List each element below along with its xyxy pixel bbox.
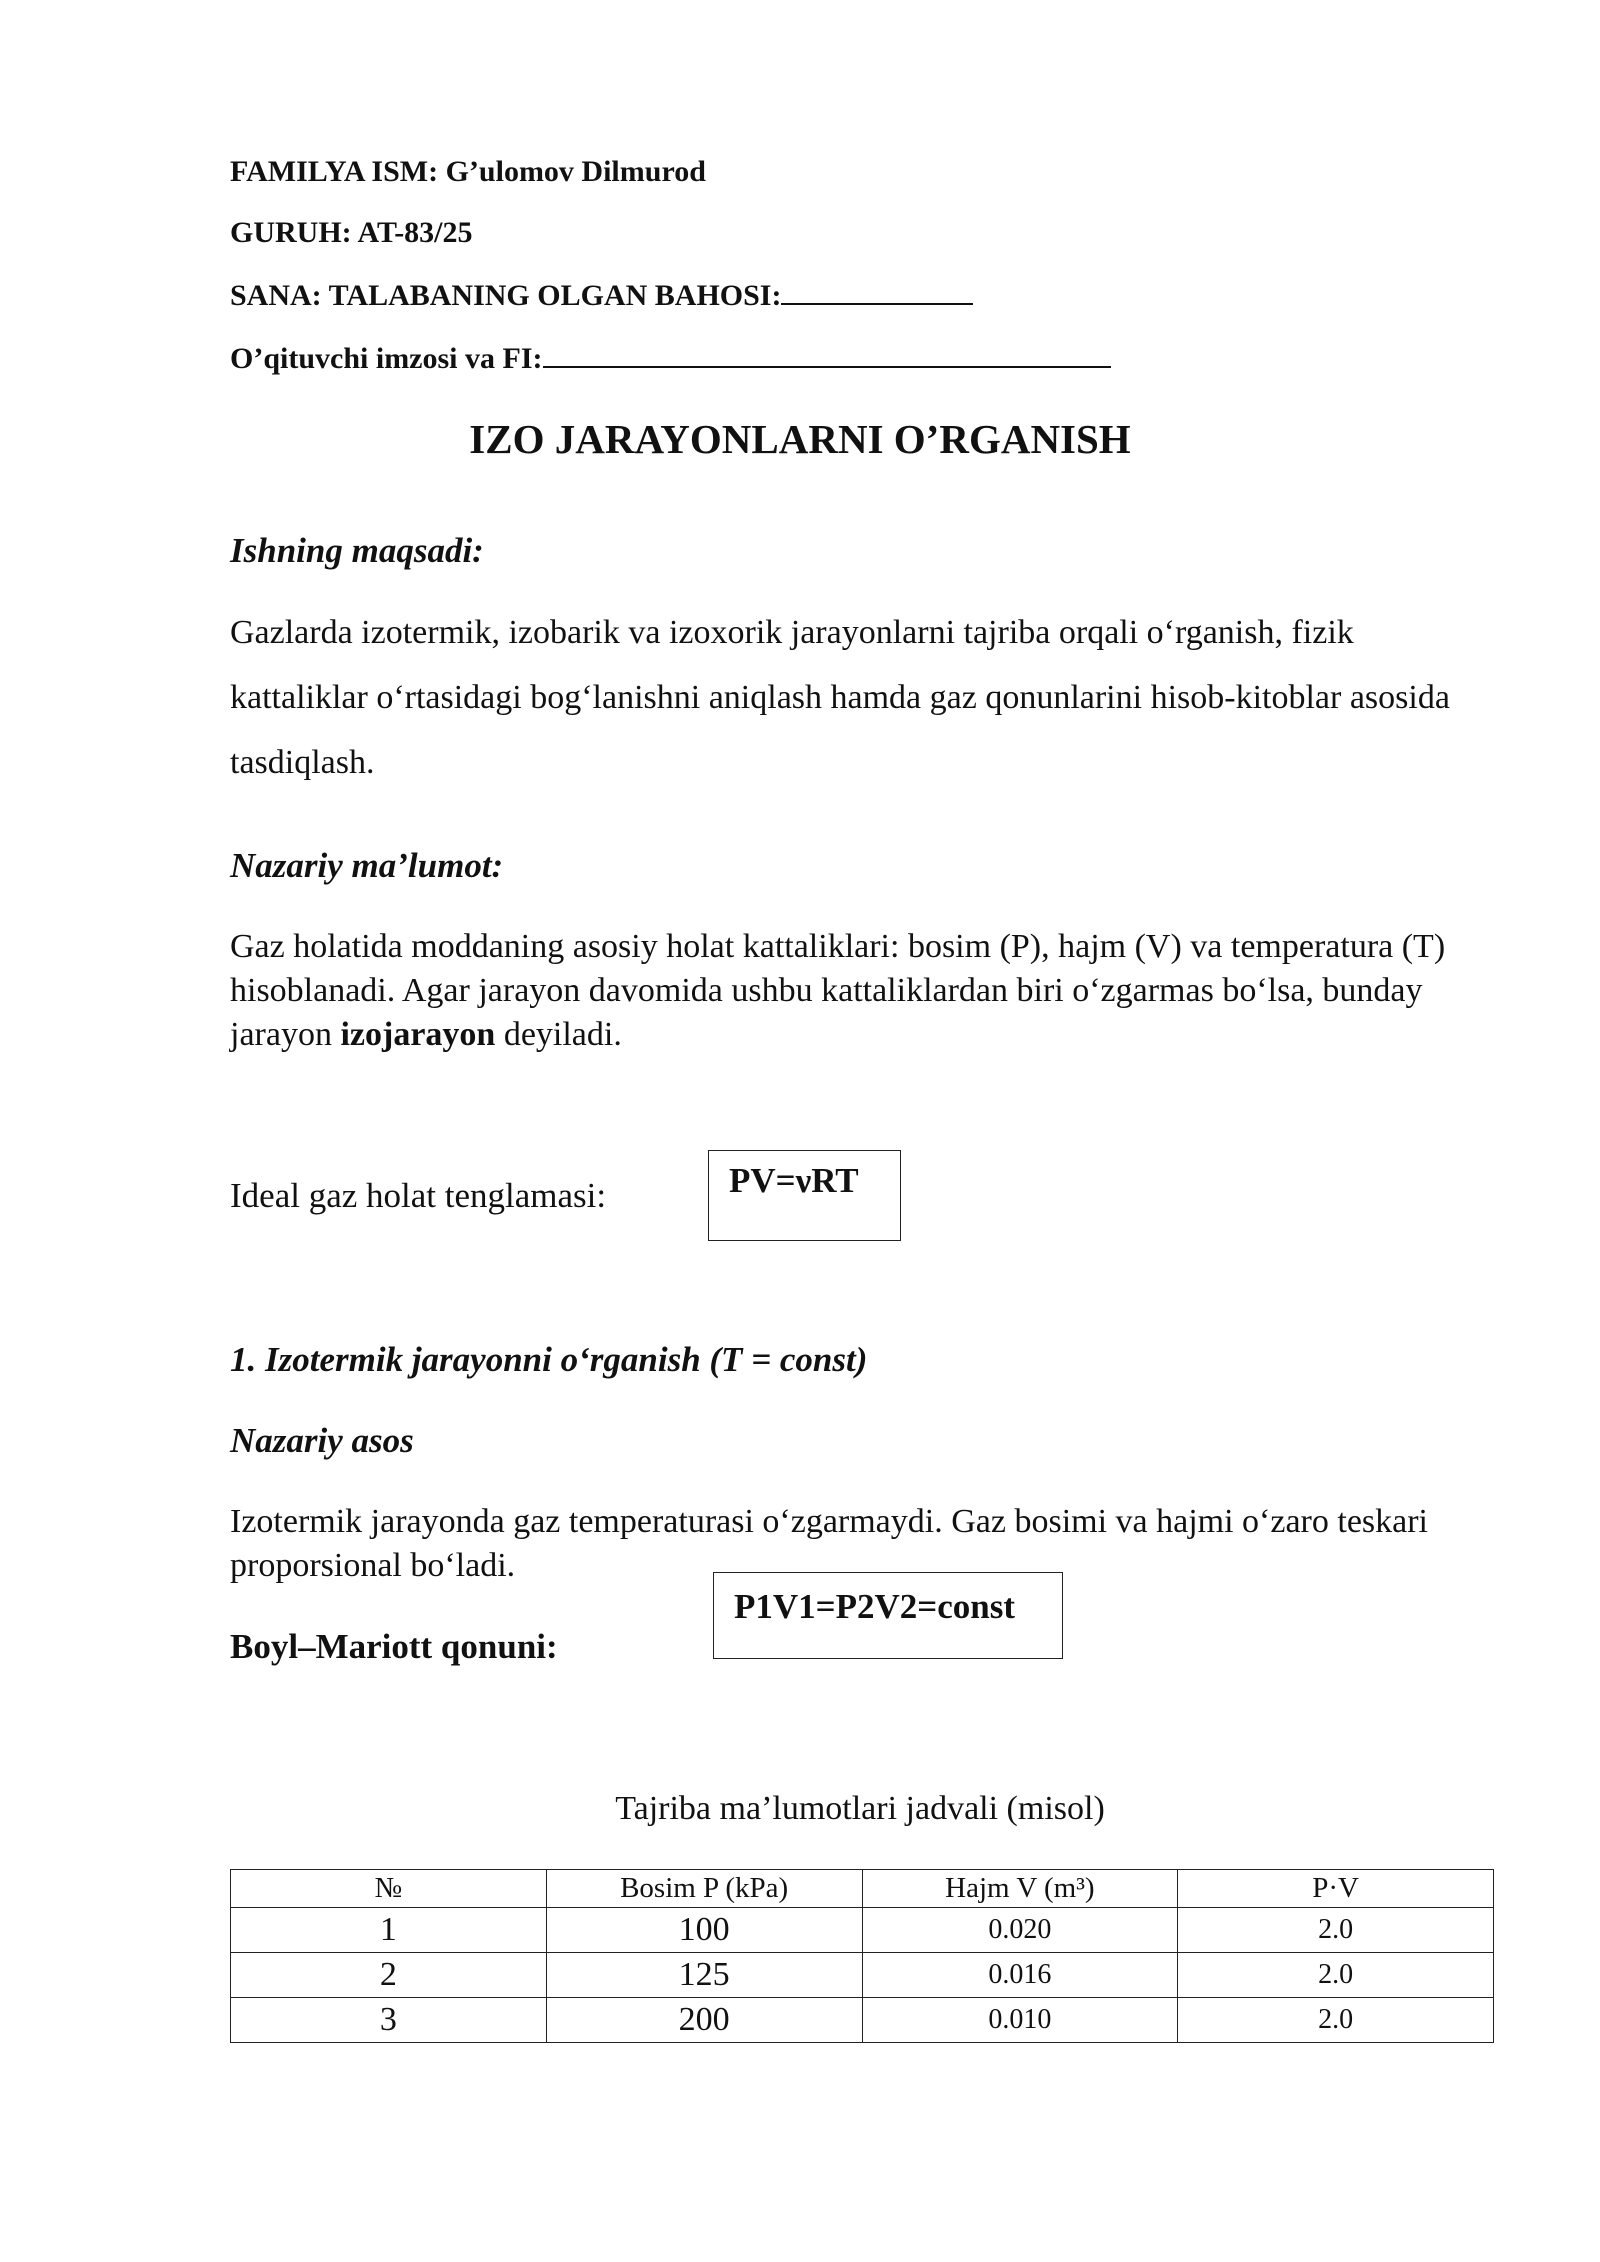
table-header-row [231, 1870, 1494, 1908]
table-cell: 100 [546, 1908, 862, 1953]
table-cell: 1 [231, 1908, 547, 1953]
signature-blank-line [543, 340, 1111, 368]
theory-text [230, 925, 1490, 1057]
table-cell: 2.0 [1178, 1908, 1494, 1953]
table-cell: 3 [231, 1998, 547, 2043]
teacher-signature-label: O’qituvchi imzosi va FI: [230, 342, 543, 375]
table-caption: Tajriba ma’lumotlari jadvali (misol) [615, 1790, 1105, 1827]
table-row [231, 1953, 1494, 1998]
table-cell: 0.010 [862, 1998, 1178, 2043]
table-cell: 2.0 [1178, 1998, 1494, 2043]
experiment-data-table [230, 1869, 1494, 2043]
group-line: GURUH: AT-83/25 [230, 216, 473, 249]
column-header-number: № [231, 1870, 547, 1908]
table-cell: 200 [546, 1998, 862, 2043]
section1-heading: 1. Izotermik jarayonni o‘rganish (T = const) [230, 1340, 868, 1379]
ideal-gas-formula: PV=νRT [729, 1161, 859, 1200]
purpose-text: Gazlarda izotermik, izobarik va izoxorik jarayonlarni tajriba orqali o‘rganish, fizik kattaliklar o‘rtasidagi bog‘lanishni aniqlash hamda gaz qonunlarini hisob-kitoblar asosida tasdiqlash. [230, 614, 1450, 781]
table-cell: 0.020 [862, 1908, 1178, 1953]
theory-text-part2: deyiladi. [495, 1016, 622, 1053]
boyle-law-formula: P1V1=P2V2=const [734, 1587, 1015, 1626]
document-title: IZO JARAYONLARNI O’RGANISH [469, 416, 1131, 462]
ideal-gas-formula-box [708, 1150, 901, 1241]
theory-heading: Nazariy ma’lumot: [230, 846, 504, 885]
theory-text-bold: izojarayon [340, 1016, 496, 1053]
section1-subheading: Nazariy asos [230, 1421, 414, 1460]
date-grade-label: SANA: TALABANING OLGAN BAHOSI: [230, 279, 782, 312]
date-grade-line [230, 277, 973, 314]
table-cell: 2.0 [1178, 1953, 1494, 1998]
boyle-law-formula-box [713, 1572, 1063, 1659]
teacher-signature-line [230, 340, 1111, 377]
table-row [231, 1998, 1494, 2043]
column-header-pv: P·V [1178, 1870, 1494, 1908]
table-cell: 0.016 [862, 1953, 1178, 1998]
student-name-line: FAMILYA ISM: G’ulomov Dilmurod [230, 155, 706, 188]
purpose-heading: Ishning maqsadi: [230, 531, 484, 570]
column-header-pressure: Bosim P (kPa) [546, 1870, 862, 1908]
section1-text: Izotermik jarayonda gaz temperaturasi o‘zgarmaydi. Gaz bosimi va hajmi o‘zaro teskari proporsional bo‘ladi. [230, 1503, 1429, 1584]
table-row [231, 1908, 1494, 1953]
table-cell: 2 [231, 1953, 547, 1998]
table-cell: 125 [546, 1953, 862, 1998]
grade-blank-line [781, 277, 973, 305]
boyle-law-label: Boyl–Mariott qonuni: [230, 1627, 558, 1666]
theory-text-part1: Gaz holatida moddaning asosiy holat kattaliklari: bosim (P), hajm (V) va temperatura (T) hisoblanadi. Agar jarayon davomida ushbu kattaliklardan biri o‘zgarmas bo‘lsa, bunday jarayon [230, 928, 1446, 1053]
ideal-gas-label: Ideal gaz holat tenglamasi: [230, 1176, 607, 1215]
column-header-volume: Hajm V (m³) [862, 1870, 1178, 1908]
